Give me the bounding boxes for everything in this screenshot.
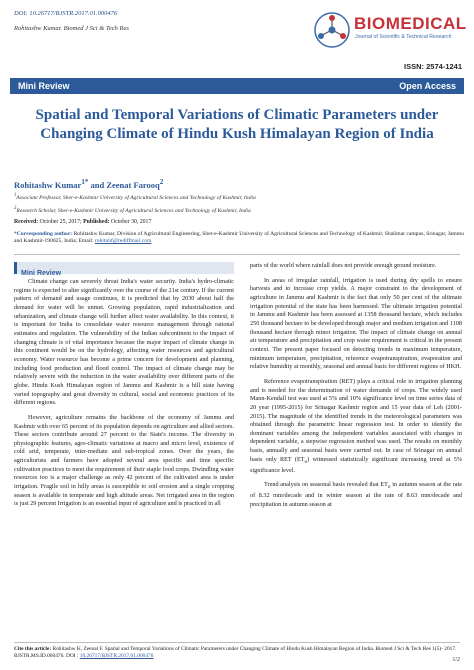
corresponding-text: Rohitashw Kumar, Division of Agricultural Engineering, Sher-e-Kashmir University of Agricultural Sciences and Technology of Kashmir, Shalimar campus, Srinagar, Jammu and Kashmir-190025, India; Email: [14, 231, 464, 245]
corresponding-label: *Corresponding author: [14, 231, 73, 237]
citation-footer [14, 642, 460, 660]
doi-link[interactable]: 10.26717/BJSTR.2017.01.000476 [79, 653, 154, 659]
subscript: o [304, 459, 308, 466]
molecule-logo-icon [312, 10, 352, 50]
page-number: 1/2 [452, 657, 460, 663]
article-type-banner [10, 78, 464, 94]
body-paragraph: However, agriculture remains the backbone of the economy of Jammu and Kashmir with over 65 percent of its population depends on agriculture and allied sectors. These sectors contribute around 27 percent to the State's income. The diversity in physiographic features, agro-climatic variations at macro and micro level, existence of cold arid, temperate, inter-mediate and sub-tropical zones. Over the years, the agriculturists and farmers have adopted several area specific and time specific cultivation practices to meet the requirement of their staple food crops. Dwindling water resources too is a major challenge as only 42 percent of the cultivated area is under irrigation. Fragile soil in hilly areas is susceptible to soil erosion and a single cropping season is available in temperate and high altitude areas. Net irrigated area in the region is just 29 percent Irrigation is an essential input of agriculture and is practiced in all [14, 413, 234, 508]
subscript: o [387, 484, 391, 491]
paragraph-text-tail: ) witnessed statistically significant increasing trend at 5% significance level. [250, 455, 462, 474]
author-2: and Zeenat Farooq [88, 179, 160, 190]
body-paragraph [250, 378, 462, 475]
body-paragraph: parts of the world where rainfall does not provide enough ground moisture. [250, 262, 437, 269]
affiliation-1-text: Associate Professor, Sher-e-Kashmir University of Agricultural Sciences and Technology of Kashmir, India [16, 194, 256, 201]
article-type: Mini Review [18, 81, 70, 91]
header-divider [14, 254, 460, 255]
received-date: October 25, 2017; [38, 219, 84, 225]
affiliation-1 [14, 193, 256, 201]
authors [14, 178, 163, 190]
paragraph-text: Trend analysis on seasonal basis revealed that ET [264, 481, 388, 489]
article-title: Spatial and Temporal Variations of Climatic Parameters under Changing Climate of Hindu Kush Himalayan Region of India [35, 107, 439, 142]
received-label: Received: [14, 219, 39, 225]
corresponding-author [14, 231, 464, 246]
open-access-label: Open Access [399, 81, 456, 91]
issn: ISSN: 2574-1241 [404, 62, 462, 71]
section-heading [14, 262, 234, 277]
paragraph-text: Reference evapotranspiration (RET) plays a critical role in irrigation planning and is needed for the determination of water demands of crops. The widely used Mann-Kendall test was used at 5% and 10% significance level on time series data of 20 year (1995-2015) for Srinagar Kashmir region and 15 year data of Leh (2001-2015). The magnitude of the identified trends in the meteorological parameters was obtained through the parametric linear regression test. In order to identify the dominant variables among the independent variables associated with changes in dependent variable, a stepwise regression method was used. The results on monthly basis, annually and seasonal basis were carried out. In case of Srinagar on annual basis only RET (ET [250, 377, 462, 463]
affiliation-2-mark: 2 [14, 206, 17, 211]
published-date: October 30, 2017 [109, 219, 152, 225]
author-2-mark: 2 [159, 178, 164, 186]
affiliation-2 [14, 206, 251, 214]
body-paragraph: Climate change can severely threat India's water security. India's hydro-climatic regime is expected to alter significantly over the course of the 21st century. If the current pattern of demand and usage continues, it is predicted that by 2030 about half the demand for water will be unmet. Growing population, rapid industrialization and urbanization, and climate change will further affect water availability. In this context, it is important for India to consolidate water resource management through rational estimates and regulation. The vulnerability of the Indian subcontinent to the impact of changing climate is of vital importance because the major impact of climate change in this continent would be on the hydrology, affecting water resources and agricultural economy. Water resource has become a prime concern for development and planning, including food production and flood control. The impact of climate change may be relatively severe with the reduction in the water availability over different parts of the globe. Hindu Kush Himalayan region of Jammu and Kashmir is a hill state having varied topography and great diversity in cultural, social and economic practices of its different regions. [14, 278, 234, 407]
logo-name: BIOMEDICAL [354, 14, 467, 33]
body-paragraph: In areas of irregular rainfall, irrigation is used during dry spells to ensure harvests and to increase crop yields. A major constraint to the development of agriculture in Jammu and Kashmir is the fact that only 50 per cent of the ultimate irrigation potential of the state has been harnessed. The ultimate irrigation potential in Jammu and Kashmir has been assessed at 1358 thousand hectare, which includes 250 thousand hectare to be developed through major and medium irrigation and 1108 thousand hectare through minor irrigation. The impact of climate change on annual air temperature and precipitation and crop water requirement is critical in the present context. The present paper focused on detecting trends in maximum temperature, minimum temperature, precipitation, reference evapotranspiration, evaporation and relative humidity at monthly, seasonal and annual basis for different regions of HKH. [250, 276, 462, 371]
journal-reference: Rohitashw Kumar. Biomed J Sci & Tech Res [14, 25, 129, 32]
body-paragraph [250, 481, 462, 509]
biomedical-logo [312, 8, 467, 52]
cite-label: Cite this article: [14, 646, 52, 652]
affiliation-2-text: Research Scholar, Sher-e-Kashmir University of Agricultural Sciences and Technology of Kashmir, India [16, 207, 251, 214]
cite-text: Rohitashw K, Zeenat F. Spatial and Temporal Variations of Climatic Parameters under Changing Climate of Hindu Kush Himalayan Region of India. Biomed J Sci & Tech Res 1(5)- 2017. BJSTR.MS.ID.000476. DOI : [14, 646, 457, 659]
published-label: Published: [83, 219, 110, 225]
section-heading-text: Mini Review [21, 270, 62, 277]
logo-subtitle: Journal of Scientific & Technical Research [355, 34, 452, 40]
doi-text[interactable]: DOI: 10.26717/BJSTR.2017.01.000476 [14, 10, 118, 17]
body-right-column [250, 262, 462, 516]
header-meta [14, 10, 304, 32]
affiliation-1-mark: 1 [14, 193, 17, 198]
corresponding-email-link[interactable]: rohituhf@rediffmail.com [94, 238, 152, 245]
body-left-column [14, 278, 234, 515]
paragraph-text-tail: in autumn season at the rate of 8.32 mm/decade and in winter season at the rate of 8.63 mm/decade and precipitation in autumn season at [250, 481, 462, 508]
author-1-marks: 1* [81, 178, 89, 186]
article-dates [14, 219, 151, 225]
author-1: Rohitashw Kumar [14, 179, 82, 190]
